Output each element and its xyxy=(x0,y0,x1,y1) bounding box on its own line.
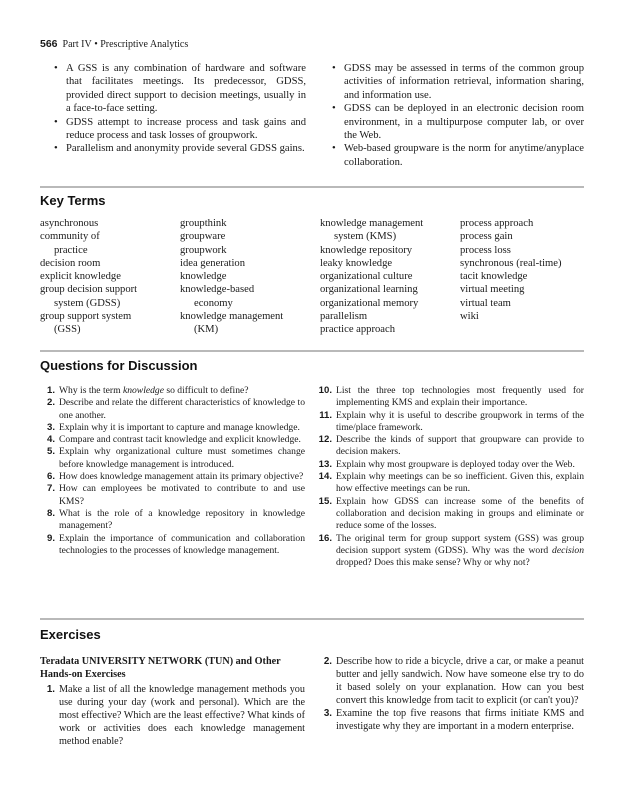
key-term: leaky knowledge xyxy=(320,257,393,269)
exercise-text: Examine the top five reasons that firms initiate KMS and investigate why they are important in a modern enterprise. xyxy=(336,708,584,732)
exercises-right-column xyxy=(317,655,584,733)
question-item xyxy=(317,533,584,570)
key-term: explicit knowledge xyxy=(40,271,121,283)
key-term-continuation: system (GDSS) xyxy=(54,297,121,309)
summary-bullet: • GDSS attempt to increase process and task gains and reduce process and task losses of groupwork. xyxy=(52,116,306,143)
key-term: process loss xyxy=(460,244,511,256)
question-number: 12. xyxy=(318,434,332,446)
question-number: 15. xyxy=(318,495,332,507)
key-term-continuation: (GSS) xyxy=(54,324,81,336)
key-term: group support system xyxy=(40,311,132,323)
question-item xyxy=(317,385,584,410)
summary-left-column xyxy=(52,62,306,156)
question-text: Why is the term xyxy=(59,385,123,396)
question-number: 13. xyxy=(318,458,332,470)
question-text: Compare and contrast tacit knowledge and explicit knowledge. xyxy=(59,434,301,446)
question-item xyxy=(40,533,305,558)
question-number: 8. xyxy=(46,507,55,519)
question-text: Explain the importance of communication and collaboration technologies to the processes of knowledge management. xyxy=(59,532,305,556)
exercises-left-column xyxy=(40,655,305,748)
key-term-continuation: practice xyxy=(54,244,88,256)
key-term: groupware xyxy=(180,231,226,243)
question-text: Explain why it is useful to describe groupwork in terms of the time/place framework. xyxy=(336,409,584,433)
question-text: Explain why organizational culture must sometimes change before knowledge management is introduced. xyxy=(59,446,305,470)
question-number: 3. xyxy=(46,421,55,433)
key-term: virtual meeting xyxy=(460,284,525,296)
question-text: List the three top technologies most frequently used for implementing KMS and explain their importance. xyxy=(336,385,584,409)
question-number: 9. xyxy=(46,532,55,544)
question-text: How can employees be motivated to contribute to and use KMS? xyxy=(59,483,305,507)
key-term: practice approach xyxy=(320,324,395,336)
key-term: knowledge-based xyxy=(180,284,255,296)
question-text: Explain why it is important to capture and manage knowledge. xyxy=(59,421,300,433)
key-term: asynchronous xyxy=(40,218,99,229)
section-divider xyxy=(40,186,584,188)
question-number: 7. xyxy=(46,483,55,495)
question-item xyxy=(317,410,584,435)
key-term: knowledge management xyxy=(320,218,424,229)
question-emphasis: decision xyxy=(552,544,584,556)
key-term: knowledge management xyxy=(180,311,284,323)
question-item xyxy=(317,496,584,533)
key-term: organizational memory xyxy=(320,297,419,309)
question-item xyxy=(317,459,584,471)
key-term: parallelism xyxy=(320,311,368,323)
key-term: virtual team xyxy=(460,297,511,309)
key-terms-column-2 xyxy=(180,217,320,337)
question-text: Explain how GDSS can increase some of the benefits of collaboration and decision making in groups and eliminate or reduce some of the losses. xyxy=(336,495,584,532)
question-emphasis: knowledge xyxy=(122,385,164,396)
key-terms-column-1 xyxy=(40,217,180,337)
section-divider xyxy=(40,350,584,352)
key-term: process approach xyxy=(460,218,534,229)
key-term: process gain xyxy=(460,231,513,243)
question-number: 11. xyxy=(319,409,332,421)
key-term: knowledge xyxy=(180,271,227,283)
running-header xyxy=(40,38,188,50)
question-text: Describe and relate the different characteristics of knowledge to one another. xyxy=(59,397,305,421)
question-text: so difficult to define? xyxy=(163,385,249,396)
question-text: Explain why meetings can be so inefficient. Given this, explain how effective meetings can be run. xyxy=(336,471,584,495)
question-item xyxy=(40,434,305,446)
key-term: community of xyxy=(40,231,100,243)
key-term: groupthink xyxy=(180,218,227,229)
key-term: synchronous (real-time) xyxy=(460,257,562,269)
question-text: What is the role of a knowledge repository in knowledge management? xyxy=(59,507,305,532)
key-term: organizational culture xyxy=(320,271,413,283)
question-number: 2. xyxy=(46,397,55,409)
key-term: group decision support xyxy=(40,284,138,296)
question-text: Explain why most groupware is deployed today over the Web. xyxy=(336,458,575,470)
page-number: 566 xyxy=(40,38,58,50)
part-label: Part IV xyxy=(62,39,92,50)
summary-bullet: • GDSS may be assessed in terms of the common group activities of information retrieval, information sharing, and information use. xyxy=(330,62,584,102)
question-number: 10. xyxy=(318,385,332,396)
exercise-item xyxy=(40,683,305,748)
summary-bullet: • Parallelism and anonymity provide several GDSS gains. xyxy=(52,142,306,155)
summary-bullet: • GDSS can be deployed in an electronic decision room environment, in a multipurpose computer lab, or over the Web. xyxy=(330,102,584,142)
question-item xyxy=(40,471,305,483)
key-term: wiki xyxy=(460,311,479,323)
question-text: The original term for group support system (GSS) was group decision support system (GDSS). Why was the word xyxy=(336,532,584,556)
exercise-text: Describe how to ride a bicycle, drive a car, or make a peanut butter and jelly sandwich. Now have someone else try to do it based solely on your explanation. How can you best convert this knowledge from tacit to explicit (or can't you)? xyxy=(336,656,584,706)
summary-bullet: • A GSS is any combination of hardware and software that facilitates meetings. Its predecessor, GDSS, provided direct support to decision meetings, usually in a face-to-face setting. xyxy=(52,62,306,116)
exercise-text: Make a list of all the knowledge management methods you use during your day (work and personal). Which are the most effective? Which are the least effective? What kinds of work or activities does each knowledge management method enable? xyxy=(59,684,305,747)
section-divider xyxy=(40,618,584,620)
exercise-number: 3. xyxy=(323,708,332,719)
key-term: groupwork xyxy=(180,244,227,256)
questions-right-column xyxy=(317,385,584,569)
question-item xyxy=(40,422,305,434)
question-item xyxy=(40,508,305,533)
key-term-continuation: economy xyxy=(194,297,233,309)
question-item xyxy=(317,471,584,496)
key-terms-column-4 xyxy=(460,217,590,323)
key-terms-column-3 xyxy=(320,217,460,337)
exercise-item xyxy=(317,707,584,733)
question-number: 6. xyxy=(46,471,55,483)
question-text: Describe the kinds of support that groupware can provide to decision makers. xyxy=(336,434,584,458)
key-term: idea generation xyxy=(180,257,246,269)
exercise-number: 1. xyxy=(46,684,55,695)
question-item xyxy=(40,385,305,397)
key-terms-heading: Key Terms xyxy=(40,193,106,208)
header-separator: • xyxy=(94,39,98,50)
key-term-continuation: (KM) xyxy=(194,324,219,336)
question-text: How does knowledge management attain its primary objective? xyxy=(59,471,304,483)
exercise-number: 2. xyxy=(323,656,332,667)
summary-right-column xyxy=(330,62,584,169)
question-item xyxy=(40,483,305,508)
question-number: 4. xyxy=(46,434,55,446)
question-number: 1. xyxy=(46,385,55,396)
key-term: knowledge repository xyxy=(320,244,413,256)
exercises-subheading: Teradata UNIVERSITY NETWORK (TUN) and Other Hands-on Exercises xyxy=(40,656,281,680)
questions-left-column xyxy=(40,385,305,557)
exercise-item xyxy=(317,655,584,707)
question-number: 16. xyxy=(318,532,332,544)
section-label: Prescriptive Analytics xyxy=(100,39,189,50)
exercises-heading: Exercises xyxy=(40,627,101,642)
summary-bullet: • Web-based groupware is the norm for anytime/anyplace collaboration. xyxy=(330,142,584,169)
question-item xyxy=(40,446,305,471)
question-number: 14. xyxy=(318,471,332,483)
question-item xyxy=(40,397,305,422)
questions-heading: Questions for Discussion xyxy=(40,358,198,373)
key-term: organizational learning xyxy=(320,284,418,296)
question-item xyxy=(317,434,584,459)
key-term: tacit knowledge xyxy=(460,271,528,283)
question-text: dropped? Does this make sense? Why or why not? xyxy=(336,557,530,569)
key-term-continuation: system (KMS) xyxy=(334,231,397,243)
key-term: decision room xyxy=(40,257,101,269)
question-number: 5. xyxy=(46,446,55,458)
